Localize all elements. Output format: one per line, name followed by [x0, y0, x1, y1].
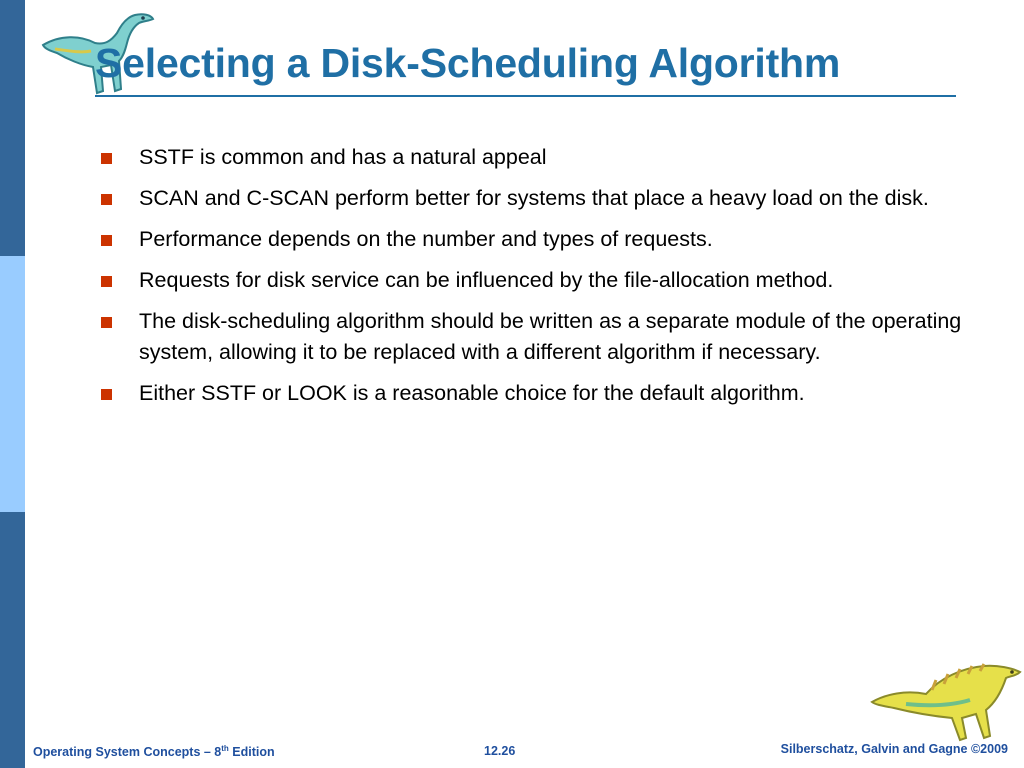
- footer-book-title: [33, 744, 275, 759]
- bullet-text: SSTF is common and has a natural appeal: [139, 145, 547, 169]
- list-item: [100, 265, 990, 296]
- bullet-text: Requests for disk service can be influenced by the file-allocation method.: [139, 268, 834, 292]
- footer-book-title-suffix: Edition: [228, 745, 275, 760]
- bullet-text: The disk-scheduling algorithm should be written as a separate module of the operating system, allowing it to be replaced with a different algorithm if necessary.: [139, 309, 962, 364]
- bullet-marker: [101, 389, 112, 400]
- dinosaur-icon: [866, 660, 1024, 742]
- bullet-marker: [101, 235, 112, 246]
- bullet-text: Either SSTF or LOOK is a reasonable choice for the default algorithm.: [139, 381, 805, 405]
- sidebar-segment-bottom: [0, 512, 25, 768]
- list-item: [100, 224, 990, 255]
- slide-number: 12.26: [484, 744, 516, 758]
- bullet-marker: [101, 194, 112, 205]
- sidebar-segment-middle: [0, 256, 25, 512]
- bullet-marker: [101, 317, 112, 328]
- list-item: [100, 306, 990, 368]
- list-item: [100, 183, 990, 214]
- title-underline: [95, 95, 956, 97]
- footer-edition-superscript: th: [221, 744, 229, 753]
- bullet-marker: [101, 153, 112, 164]
- list-item: [100, 142, 990, 173]
- list-item: [100, 378, 990, 409]
- sidebar-segment-top: [0, 0, 25, 256]
- bullet-marker: [101, 276, 112, 287]
- bullet-text: Performance depends on the number and types of requests.: [139, 227, 713, 251]
- bullet-list: [100, 142, 990, 419]
- slide-title: Selecting a Disk-Scheduling Algorithm: [95, 40, 841, 86]
- footer-copyright: Silberschatz, Galvin and Gagne ©2009: [780, 742, 1008, 756]
- footer-book-title-prefix: Operating System Concepts – 8: [33, 745, 222, 760]
- bullet-text: SCAN and C-SCAN perform better for systems that place a heavy load on the disk.: [139, 186, 929, 210]
